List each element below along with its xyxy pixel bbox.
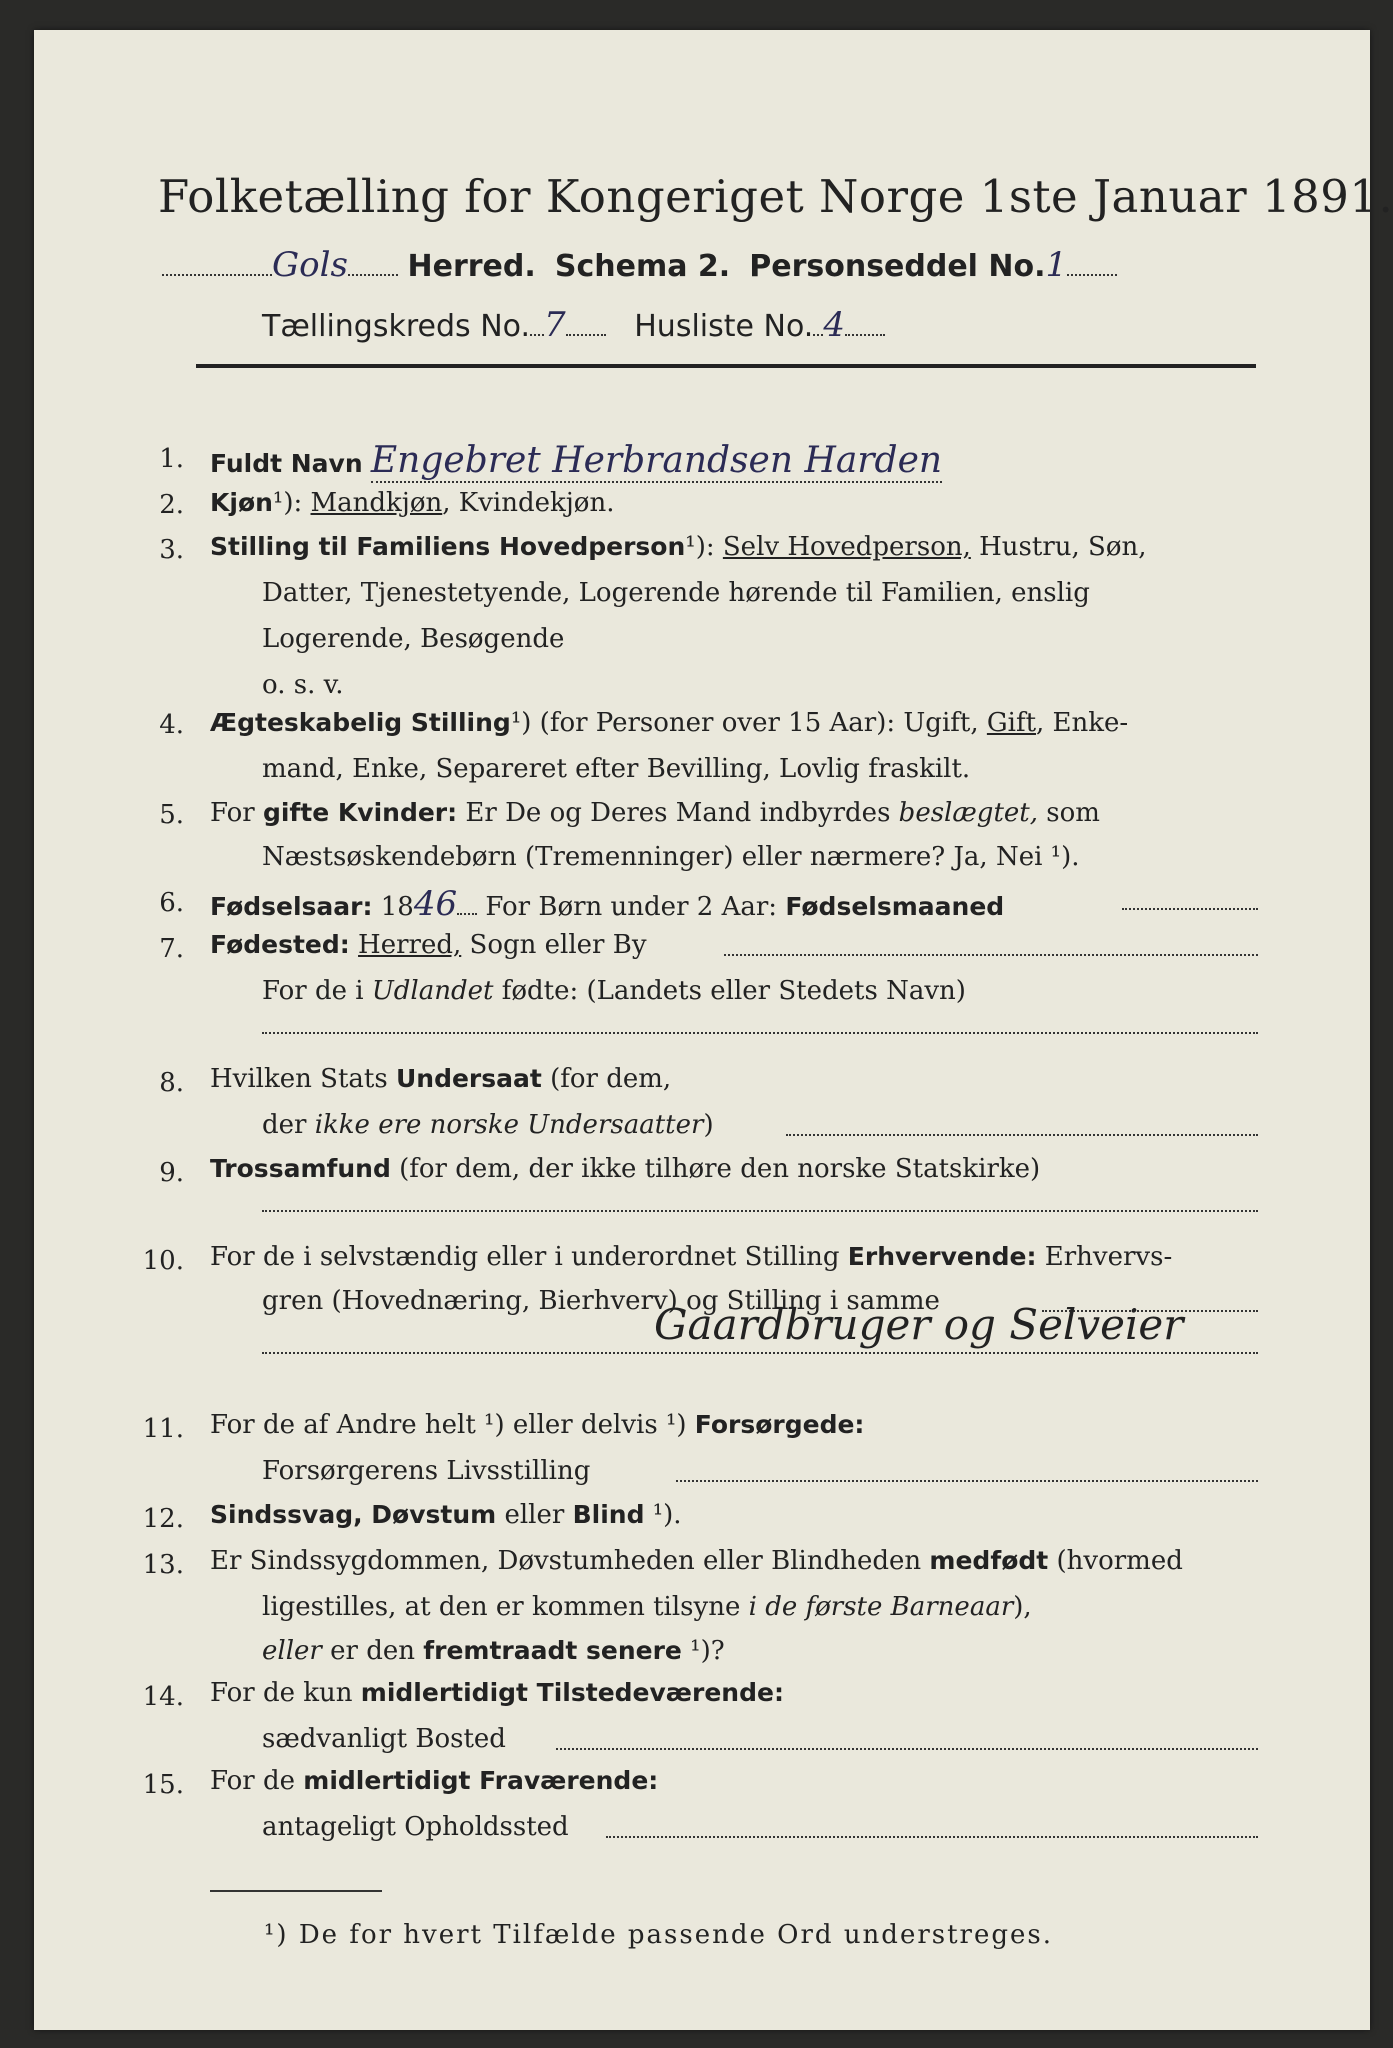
item-7-birthplace: Fødested: Herred, Sogn eller By xyxy=(210,930,647,960)
item-5-line-2: Næstsøskendebørn (Tremenninger) eller nærmere? Ja, Nei ¹). xyxy=(262,842,1080,872)
item-number: 8. xyxy=(159,1068,184,1098)
husliste-label: Husliste No. xyxy=(634,309,814,344)
schema-label: Schema 2. xyxy=(554,249,731,284)
item-12-disability: Sindssvag, Døvstum eller Blind ¹). xyxy=(210,1500,682,1530)
item-15-temporary-absent: For de midlertidigt Fraværende: xyxy=(210,1766,659,1796)
header-line-1 xyxy=(162,245,1117,285)
item-10-line-2: gren (Hovednæring, Bierhverv) og Stilling i samme xyxy=(262,1286,940,1316)
item-number: 10. xyxy=(142,1246,184,1276)
item-13-congenital: Er Sindssygdommen, Døvstumheden eller Blindheden medfødt (hvormed xyxy=(210,1546,1183,1576)
item-number: 2. xyxy=(159,490,184,520)
personseddel-value: 1 xyxy=(1045,245,1068,285)
item-14-temporary-present: For de kun midlertidigt Tilstedeværende: xyxy=(210,1678,784,1708)
footnote: ¹) De for hvert Tilfælde passende Ord understreges. xyxy=(264,1920,1054,1950)
item-10-occupation: For de i selvstændig eller i underordnet Stilling Erhvervende: Erhvervs- xyxy=(210,1242,1173,1272)
sex-selected: Mandkjøn xyxy=(310,488,443,518)
full-name-value: Engebret Herbrandsen Harden xyxy=(370,440,943,481)
item-number: 7. xyxy=(159,934,184,964)
item-4-line-2: mand, Enke, Separeret efter Bevilling, Lovlig fraskilt. xyxy=(262,754,971,784)
item-2-sex: Kjøn¹): Mandkjøn, Kvindekjøn. xyxy=(210,488,615,518)
herred-label: Herred. xyxy=(407,249,536,284)
item-number: 3. xyxy=(159,535,184,565)
header-rule xyxy=(196,364,1256,368)
item-5-married-women: For gifte Kvinder: Er De og Deres Mand indbyrdes beslægtet, som xyxy=(210,798,1100,828)
item-4-marital: Ægteskabelig Stilling¹) (for Personer over 15 Aar): Ugift, Gift, Enke- xyxy=(210,708,1129,738)
item-3-position: Stilling til Familiens Hovedperson¹): Selv Hovedperson, Hustru, Søn, xyxy=(210,532,1147,562)
item-7-line-2: For de i Udlandet fødte: (Landets eller Stedets Navn) xyxy=(262,976,966,1006)
item-number: 15. xyxy=(142,1770,184,1800)
item-11-line-2: Forsørgerens Livsstilling xyxy=(262,1456,591,1486)
item-number: 12. xyxy=(142,1504,184,1534)
item-14-line-2: sædvanligt Bosted xyxy=(262,1724,506,1754)
personseddel-label: Personseddel No. xyxy=(749,249,1046,284)
form-title: Folketælling for Kongeriget Norge 1ste Januar 1891. xyxy=(158,170,1393,223)
occupation-value: Gaardbruger og Selveier xyxy=(654,1300,1184,1349)
item-6-birth-year: Fødselsaar: 1846 For Børn under 2 Aar: Fødselsmaaned xyxy=(210,884,1005,924)
birthplace-selected: Herred, xyxy=(358,930,462,960)
item-number: 9. xyxy=(159,1158,184,1188)
item-number: 1. xyxy=(159,444,184,474)
kreds-value: 7 xyxy=(544,305,566,345)
husliste-value: 4 xyxy=(823,305,845,345)
item-3-line-2: Datter, Tjenestetyende, Logerende hørende til Familien, enslig xyxy=(262,578,1090,608)
item-number: 6. xyxy=(159,888,184,918)
footnote-rule xyxy=(210,1890,382,1892)
item-1-full-name: Fuldt Navn Engebret Herbrandsen Harden xyxy=(210,440,943,481)
item-15-line-2: antageligt Opholdssted xyxy=(262,1812,569,1842)
item-8-citizenship: Hvilken Stats Undersaat (for dem, xyxy=(210,1064,672,1094)
item-11-supported: For de af Andre helt ¹) eller delvis ¹) Forsørgede: xyxy=(210,1410,865,1440)
marital-selected: Gift xyxy=(986,708,1037,738)
header-line-2 xyxy=(262,305,885,345)
item-9-religion: Trossamfund (for dem, der ikke tilhøre den norske Statskirke) xyxy=(210,1154,1041,1184)
position-selected: Selv Hovedperson, xyxy=(722,532,971,562)
item-number: 14. xyxy=(142,1682,184,1712)
census-form-page xyxy=(34,30,1393,2030)
item-number: 4. xyxy=(159,710,184,740)
item-number: 5. xyxy=(159,800,184,830)
item-13-line-3: eller er den fremtraadt senere ¹)? xyxy=(262,1636,725,1666)
item-number: 13. xyxy=(142,1550,184,1580)
kreds-label: Tællingskreds No. xyxy=(262,309,530,344)
herred-value: Gols xyxy=(272,245,348,285)
item-3-line-4: o. s. v. xyxy=(262,670,344,700)
item-13-line-2: ligestilles, at den er kommen tilsyne i de første Barneaar), xyxy=(262,1592,1032,1622)
item-number: 11. xyxy=(142,1414,184,1444)
item-8-line-2: der ikke ere norske Undersaatter) xyxy=(262,1110,714,1140)
item-3-line-3: Logerende, Besøgende xyxy=(262,624,565,654)
birth-year-value: 46 xyxy=(413,884,458,924)
